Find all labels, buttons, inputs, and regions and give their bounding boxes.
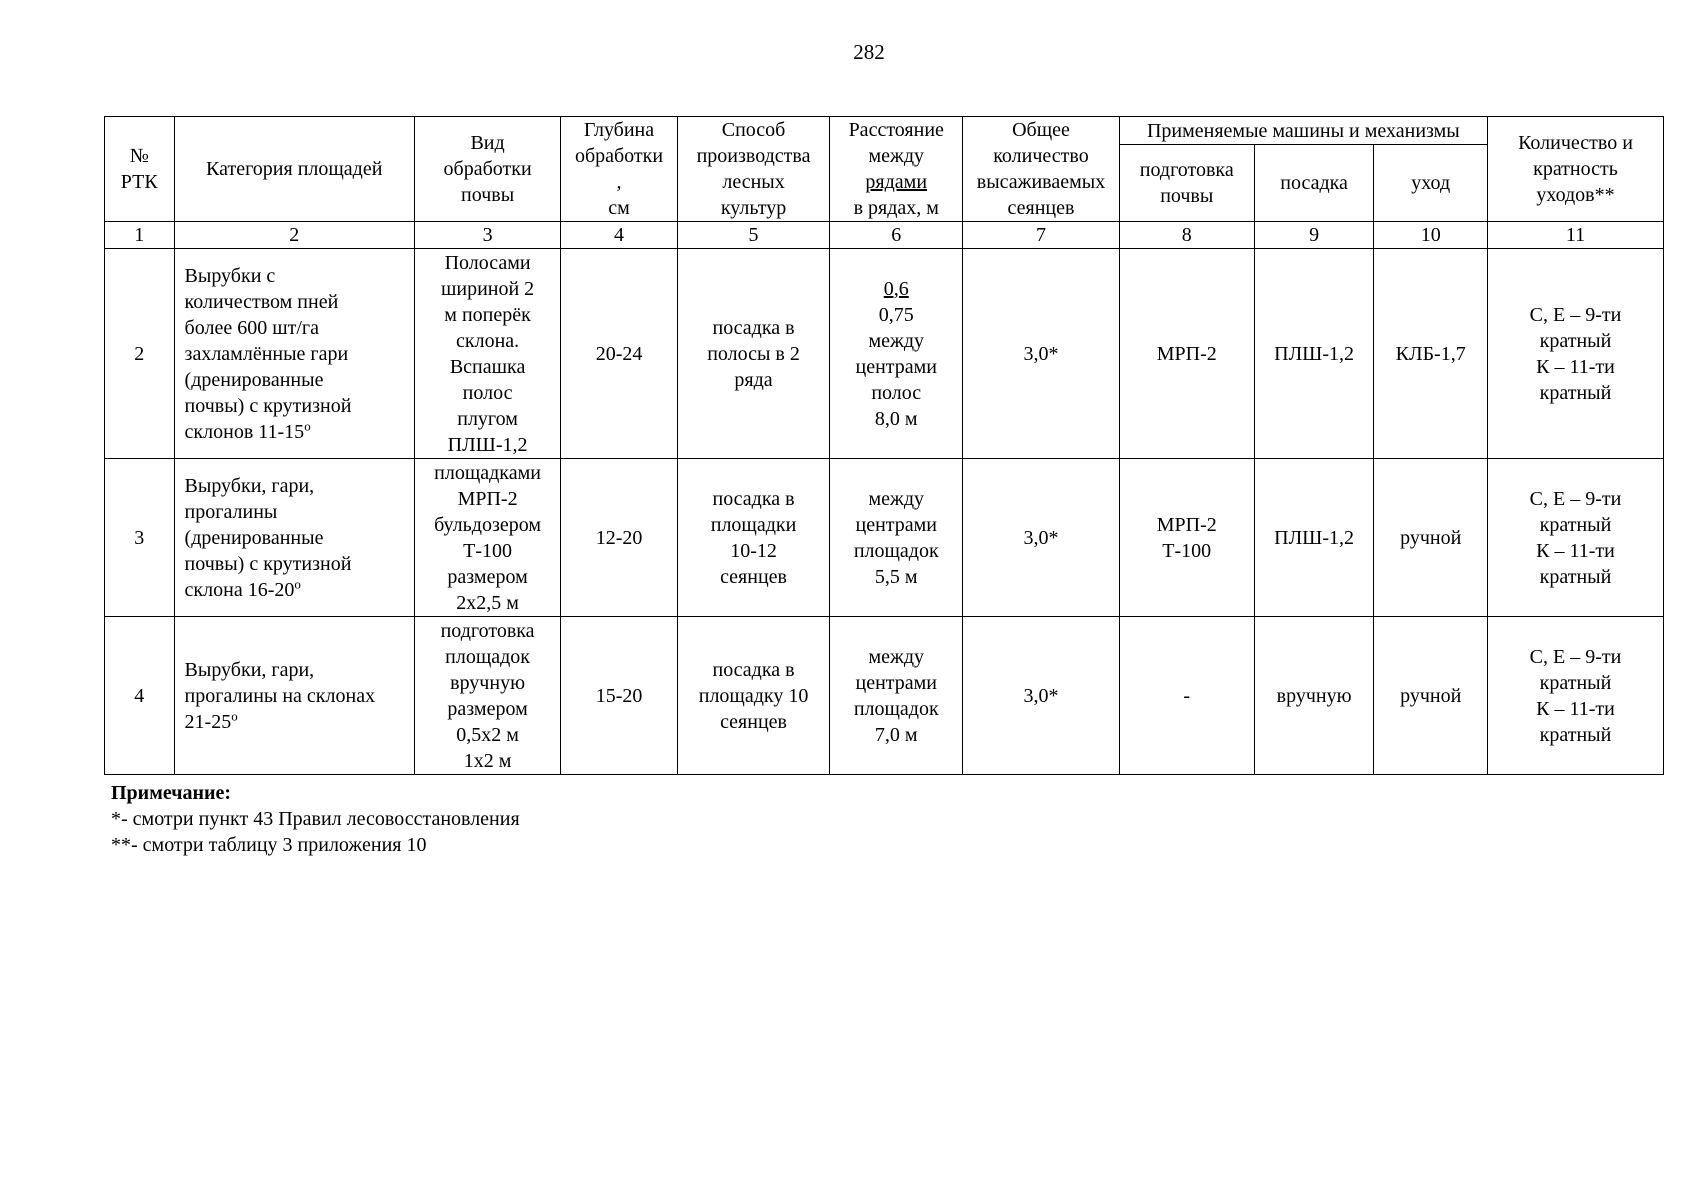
rtk-cell: 3 [105, 459, 175, 617]
note-item: *- смотри пункт 43 Правил лесовосстановления [111, 808, 520, 830]
table-header-row [105, 117, 1664, 145]
treatment-cell: подготовка площадок вручную размером 0,5х2 м 1х2 м [414, 617, 560, 775]
method-cell: посадка в площадки 10-12 сеянцев [677, 459, 829, 617]
column-number: 10 [1374, 222, 1488, 249]
prep-cell: - [1119, 617, 1254, 775]
care-count-cell: С, Е – 9-ти кратный К – 11-ти кратный [1487, 249, 1663, 459]
distance-cell: 0,6 0,75 между центрами полос 8,0 м [830, 249, 963, 459]
column-number: 1 [105, 222, 175, 249]
table-row [105, 459, 1664, 617]
column-number: 4 [561, 222, 678, 249]
depth-cell: 12-20 [561, 459, 678, 617]
category-cell: Вырубки с количеством пней более 600 шт/га захламлённые гари (дренированные почвы) с крутизной склонов $11-15^о$ [174, 249, 414, 459]
page-number: 282 [853, 40, 885, 64]
care-cell: ручной [1374, 617, 1488, 775]
header-care: уход [1374, 145, 1488, 222]
method-cell: посадка в площадку 10 сеянцев [677, 617, 829, 775]
column-number-row [105, 222, 1664, 249]
planting-cell: ПЛШ-1,2 [1254, 459, 1374, 617]
table-row [105, 617, 1664, 775]
care-count-cell: С, Е – 9-ти кратный К – 11-ти кратный [1487, 617, 1663, 775]
rtk-cell: 4 [105, 617, 175, 775]
rtk-cell: 2 [105, 249, 175, 459]
note-item: **- смотри таблицу 3 приложения 10 [111, 834, 427, 856]
prep-cell: МРП-2 Т-100 [1119, 459, 1254, 617]
column-number: 6 [830, 222, 963, 249]
header-total: Общее количество высаживаемых сеянцев [963, 117, 1120, 222]
column-number: 3 [414, 222, 560, 249]
depth-cell: 20-24 [561, 249, 678, 459]
distance-cell: между центрами площадок 7,0 м [830, 617, 963, 775]
column-number: 5 [677, 222, 829, 249]
care-count-cell: С, Е – 9-ти кратный К – 11-ти кратный [1487, 459, 1663, 617]
header-category: Категория площадей [174, 117, 414, 222]
column-number: 8 [1119, 222, 1254, 249]
header-prep: подготовка почвы [1119, 145, 1254, 222]
header-machines-group: Применяемые машины и механизмы [1119, 117, 1487, 145]
header-depth: Глубина обработки , см [561, 117, 678, 222]
planting-cell: ПЛШ-1,2 [1254, 249, 1374, 459]
header-rtk: № РТК [105, 117, 175, 222]
header-treatment: Вид обработки почвы [414, 117, 560, 222]
notes-title: Примечание: [111, 782, 232, 804]
total-cell: 3,0* [963, 459, 1120, 617]
header-method: Способ производства лесных культур [677, 117, 829, 222]
method-cell: посадка в полосы в 2 ряда [677, 249, 829, 459]
notes [111, 780, 520, 858]
planting-cell: вручную [1254, 617, 1374, 775]
category-cell: Вырубки, гари, прогалины (дренированные почвы) с крутизной склона $16-20^о$ [174, 459, 414, 617]
total-cell: 3,0* [963, 617, 1120, 775]
table-row [105, 249, 1664, 459]
depth-cell: 15-20 [561, 617, 678, 775]
treatment-cell: площадками МРП-2 бульдозером Т-100 размером 2х2,5 м [414, 459, 560, 617]
header-planting: посадка [1254, 145, 1374, 222]
header-care-count: Количество и кратность уходов** [1487, 117, 1663, 222]
column-number: 9 [1254, 222, 1374, 249]
category-cell: Вырубки, гари, прогалины на склонах $21-25^о$ [174, 617, 414, 775]
treatment-cell: Полосами шириной 2 м поперёк склона. Вспашка полос плугом ПЛШ-1,2 [414, 249, 560, 459]
total-cell: 3,0* [963, 249, 1120, 459]
column-number: 2 [174, 222, 414, 249]
care-cell: ручной [1374, 459, 1488, 617]
distance-cell: между центрами площадок 5,5 м [830, 459, 963, 617]
rtk-table [104, 116, 1664, 775]
prep-cell: МРП-2 [1119, 249, 1254, 459]
header-distance: Расстояние между рядами в рядах, м [830, 117, 963, 222]
column-number: 11 [1487, 222, 1663, 249]
column-number: 7 [963, 222, 1120, 249]
care-cell: КЛБ-1,7 [1374, 249, 1488, 459]
